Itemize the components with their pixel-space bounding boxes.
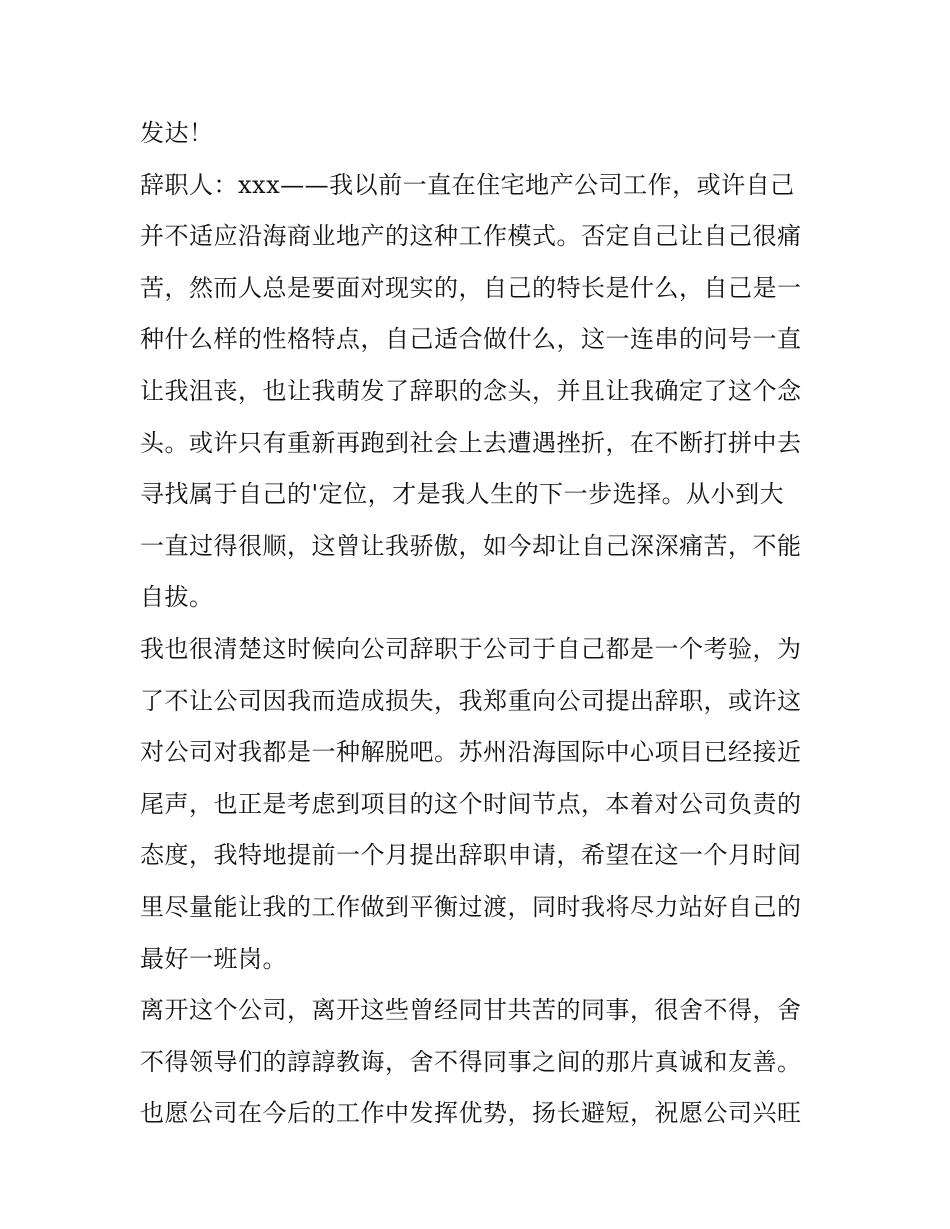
text-line: 离开这个公司，离开这些曾经同甘共苦的同事，很舍不得，舍 — [140, 996, 802, 1025]
text-line: 寻找属于自己的'定位，才是我人生的下一步选择。从小到大 — [140, 480, 785, 509]
text-line: 辞职人：xxx——我以前一直在住宅地产公司工作，或许自己 — [140, 170, 795, 199]
text-line: 并不适应沿海商业地产的这种工作模式。否定自己让自己很痛 — [140, 222, 802, 251]
text-line: 发达！ — [140, 119, 214, 147]
text-line: 我也很清楚这时候向公司辞职于公司于自己都是一个考验，为 — [140, 634, 802, 663]
text-line: 头。或许只有重新再跑到社会上去遭遇挫折，在不断打拼中去 — [140, 428, 802, 457]
text-line: 不得领导们的諄諄教诲，舍不得同事之间的那片真诚和友善。 — [140, 1047, 802, 1076]
text-line: 自拔。 — [140, 583, 214, 612]
text-line: 种什么样的性格特点，自己适合做什么，这一连串的问号一直 — [140, 325, 802, 354]
text-line: 里尽量能让我的工作做到平衡过渡，同时我将尽力站好自己的 — [140, 892, 802, 921]
document-page — [140, 108, 820, 1140]
text-line: 也愿公司在今后的工作中发挥优势，扬长避短，祝愿公司兴旺 — [140, 1099, 802, 1128]
text-line: 态度，我特地提前一个月提出辞职申请，希望在这一个月时间 — [140, 841, 802, 870]
text-line: 对公司对我都是一种解脱吧。苏州沿海国际中心项目已经接近 — [140, 738, 802, 767]
text-line: 了不让公司因我而造成损失，我郑重向公司提出辞职，或许这 — [140, 686, 802, 715]
text-line: 让我沮丧，也让我萌发了辞职的念头，并且让我确定了这个念 — [140, 376, 802, 405]
text-line: 尾声，也正是考虑到项目的这个时间节点，本着对公司负责的 — [140, 789, 802, 818]
text-line: 最好一班岗。 — [140, 944, 287, 973]
text-line: 一直过得很顺，这曾让我骄傲，如今却让自己深深痛苦，不能 — [140, 531, 802, 560]
text-line: 苦，然而人总是要面对现实的，自己的特长是什么，自己是一 — [140, 273, 802, 302]
